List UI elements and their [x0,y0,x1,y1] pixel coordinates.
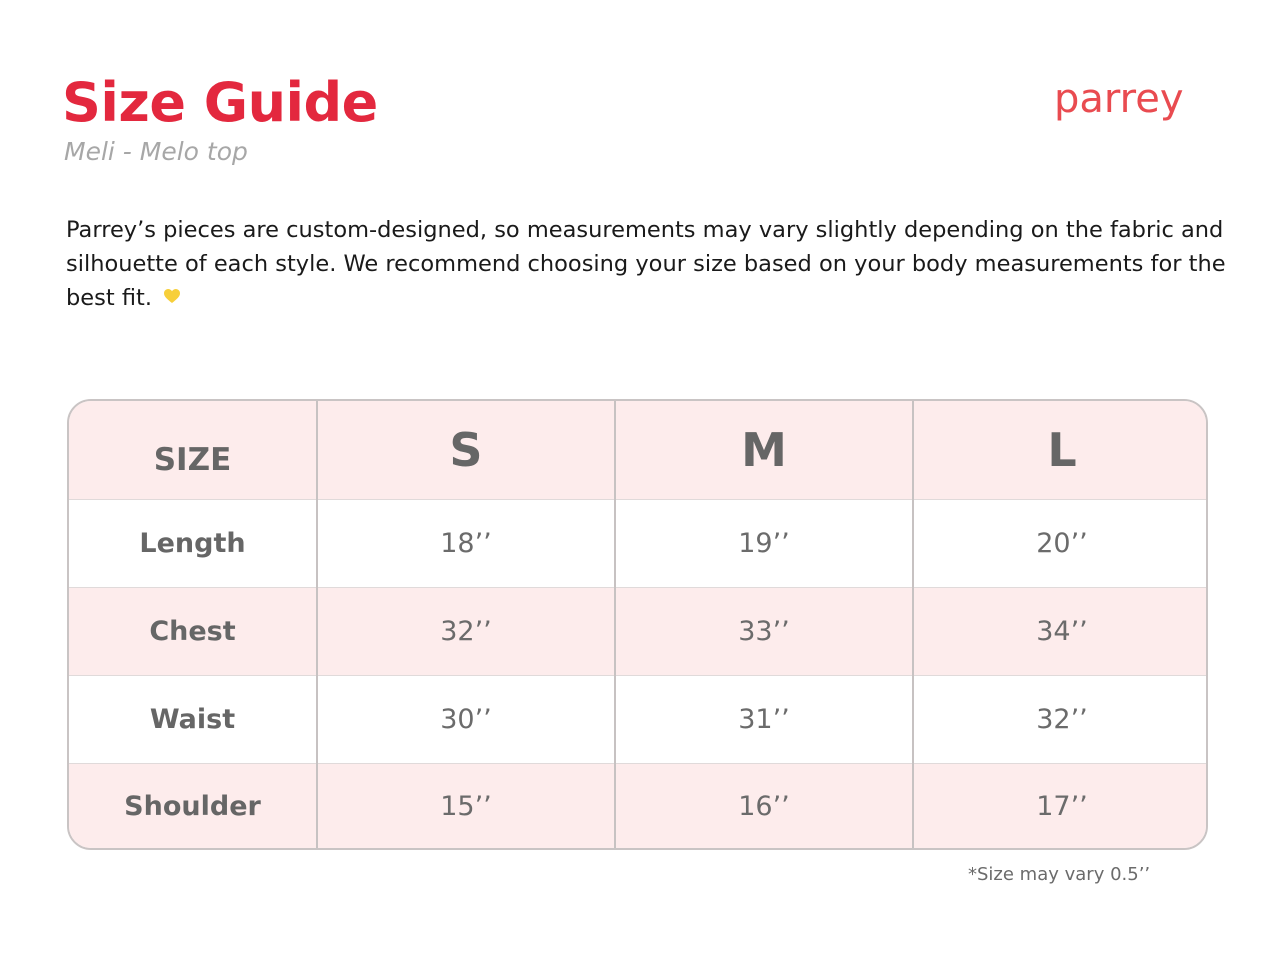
size-header-l: L [913,401,1208,499]
intro-text: Parrey’s pieces are custom-designed, so measurements may vary slightly depending on the fabric and silhouette of each style. We recommend choosing your size based on your body measurements for the best fit. [66,217,1226,311]
row-label: Shoulder [69,763,317,850]
yellow-heart-icon [163,280,181,314]
row-label: Chest [69,587,317,675]
cell-value: 31’’ [615,675,913,763]
cell-value: 33’’ [615,587,913,675]
cell-value: 32’’ [317,587,615,675]
brand-logo-text: parrey [1054,76,1184,122]
cell-value: 15’’ [317,763,615,850]
brand-logo [1052,76,1214,130]
table-row-waist [69,675,1208,763]
cell-value: 18’’ [317,499,615,587]
size-header-s: S [317,401,615,499]
cell-value: 32’’ [913,675,1208,763]
size-header-label: SIZE [69,401,317,499]
table-row-shoulder [69,763,1208,850]
size-table [67,399,1208,850]
cell-value: 34’’ [913,587,1208,675]
cell-value: 20’’ [913,499,1208,587]
row-label: Waist [69,675,317,763]
table-row-length [69,499,1208,587]
page-title: Size Guide [62,71,378,134]
cell-value: 19’’ [615,499,913,587]
row-label: Length [69,499,317,587]
size-header-m: M [615,401,913,499]
table-row-chest [69,587,1208,675]
cell-value: 16’’ [615,763,913,850]
table-header-row [69,401,1208,499]
size-variance-note: *Size may vary 0.5’’ [968,864,1151,885]
cell-value: 30’’ [317,675,615,763]
intro-paragraph [66,213,1226,315]
cell-value: 17’’ [913,763,1208,850]
product-subtitle: Meli - Melo top [64,137,248,166]
